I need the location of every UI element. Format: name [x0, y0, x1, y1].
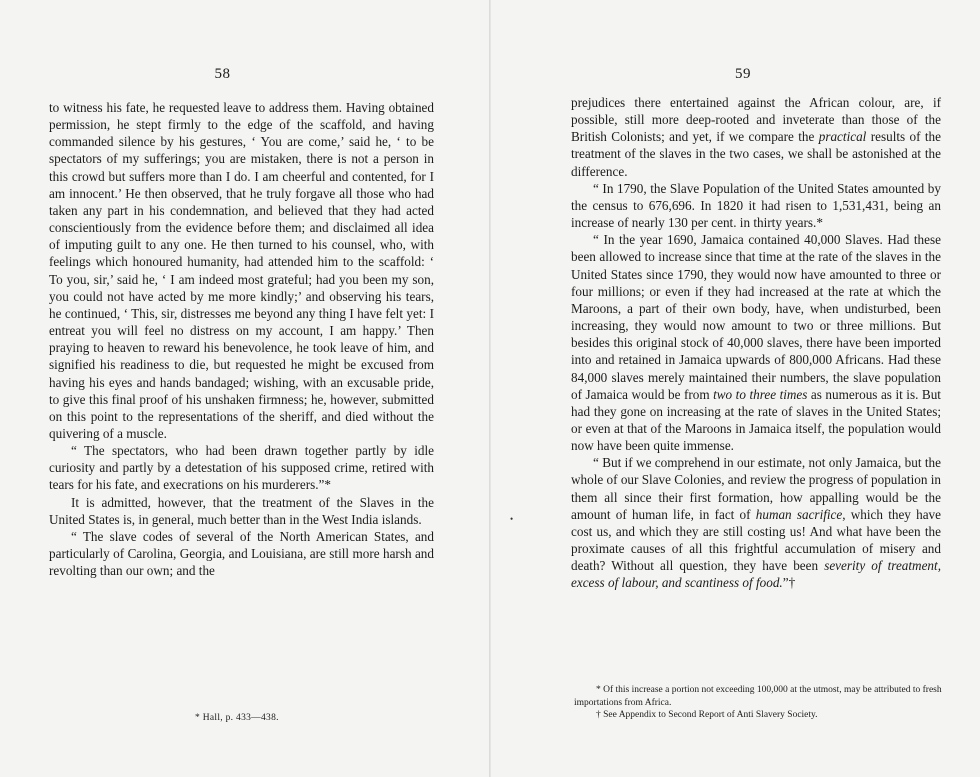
page-number: 59 — [735, 66, 751, 82]
paragraph — [571, 454, 941, 591]
book-gutter — [489, 0, 491, 777]
footnotes — [574, 684, 949, 722]
text-run: ”† — [782, 575, 796, 591]
page-body — [571, 94, 941, 592]
right-page — [566, 0, 946, 777]
left-page — [40, 0, 435, 777]
footnote: † See Appendix to Second Report of Anti Slavery Society. — [596, 710, 818, 720]
page-number: 58 — [214, 66, 231, 82]
text-run: “ In the year 1690, Jamaica contained 40,000 Slaves. Had these been allowed to increase since that time at the rate of the slaves in the United States since 1790, they would now have amounted to three or four millions; or even if they had increased at the rate at which the Maroons, a part of their own body, have, when undisturbed, been increasing, they would now amount to two or three millions. But besides this original stock of 40,000 slaves, there have been imported into and retained in Jamaica upwards of 800,000 Africans. Had these 84,000 slaves merely maintained their numbers, the slave population of Jamaica would be from — [571, 232, 941, 402]
italic-run: practical — [818, 129, 867, 145]
stray-mark: • — [510, 514, 514, 524]
footnote: * Hall, p. 433—438. — [195, 713, 279, 723]
paragraph — [571, 94, 941, 180]
page-body — [49, 99, 434, 579]
italic-run: two to three times — [713, 386, 808, 402]
text-run: prejudices there entertained against the African colour, are, if possible, still more deep-rooted and inveterate than those of the British Colonists; and yet, if we compare the — [571, 95, 941, 145]
italic-run: human sacrifice — [755, 506, 843, 522]
paragraph: “ The slave codes of several of the North American States, and particularly of Carolina, Georgia, and Louisiana, are still more harsh and revolting than our own; and the — [49, 528, 434, 579]
paragraph — [571, 231, 941, 454]
text-run: results of the treatment of the slaves in the two cases, we shall be astonished at the difference. — [571, 129, 941, 179]
text-run: as numerous as it is. But had they gone on increasing at the rate of slaves in the United States; or even at that of the Maroons in Jamaica itself, the population would now have been quite immense. — [571, 386, 941, 454]
italic-run: severity of treatment, excess of labour, and scantiness of food. — [571, 558, 941, 591]
paragraph: “ The spectators, who had been drawn together partly by idle curiosity and partly by a detestation of his supposed crime, retired with tears for his fate, and execrations on his murderers.”* — [49, 443, 434, 493]
footnote: * Of this increase a portion not exceeding 100,000 at the utmost, may be attributed to fresh importations from Africa. — [574, 685, 942, 708]
paragraph: to witness his fate, he requested leave to address them. Having obtained permission, he stept firmly to the edge of the scaffold, and having commanded silence by his gestures, ‘ You are come,’ said he, ‘ to be spectators of my sufferings; you are mistaken, there is not a person in this crowd but suffers more than I do. I am cheerful and contented, for I am innocent.’ He then observed, that he truly forgave all those who had taken any part in his condemnation, and believed that they had acted conscientiously from the evidence before them; and disclaimed all idea of imputing guilt to any one. He then turned to his counsel, who, with feelings which honoured humanity, had attended him to the scaffold: ‘ To you, sir,’ said he, ‘ I am indeed most grateful; had you been my son, you could not have acted by me more kindly;’ and observing his tears, he continued, ‘ This, sir, distresses me beyond any thing I have felt yet: I entreat you will feel no distress on my account, I am happy.’ Then praying to heaven to reward his benevolence, he took leave of him, and signified his readiness to die, but requested he might be excused from having his eyes and hands bandaged; wishing, with an excusable pride, to give this final proof of his unshaken firmness; he, however, submitted on this point to the representations of the sheriff, and died without the quivering of a muscle. — [49, 100, 434, 441]
text-run: , which they have cost us, and which they are still costing us! And what have been the proximate causes of all this frightful accumulation of misery and death? Without all question, they have been — [571, 506, 942, 574]
paragraph: It is admitted, however, that the treatment of the Slaves in the United States is, in general, much better than in the West India islands. — [49, 494, 434, 527]
text-run: “ But if we comprehend in our estimate, not only Jamaica, but the whole of our Slave Colonies, and review the progress of population in them all since their first formation, how appalling would be the amount of human life, in fact of — [571, 455, 941, 522]
paragraph: “ In 1790, the Slave Population of the United States amounted by the census to 676,696. In 1820 it had risen to 1,531,431, being an increase of nearly 130 per cent. in thirty years.* — [571, 180, 941, 231]
